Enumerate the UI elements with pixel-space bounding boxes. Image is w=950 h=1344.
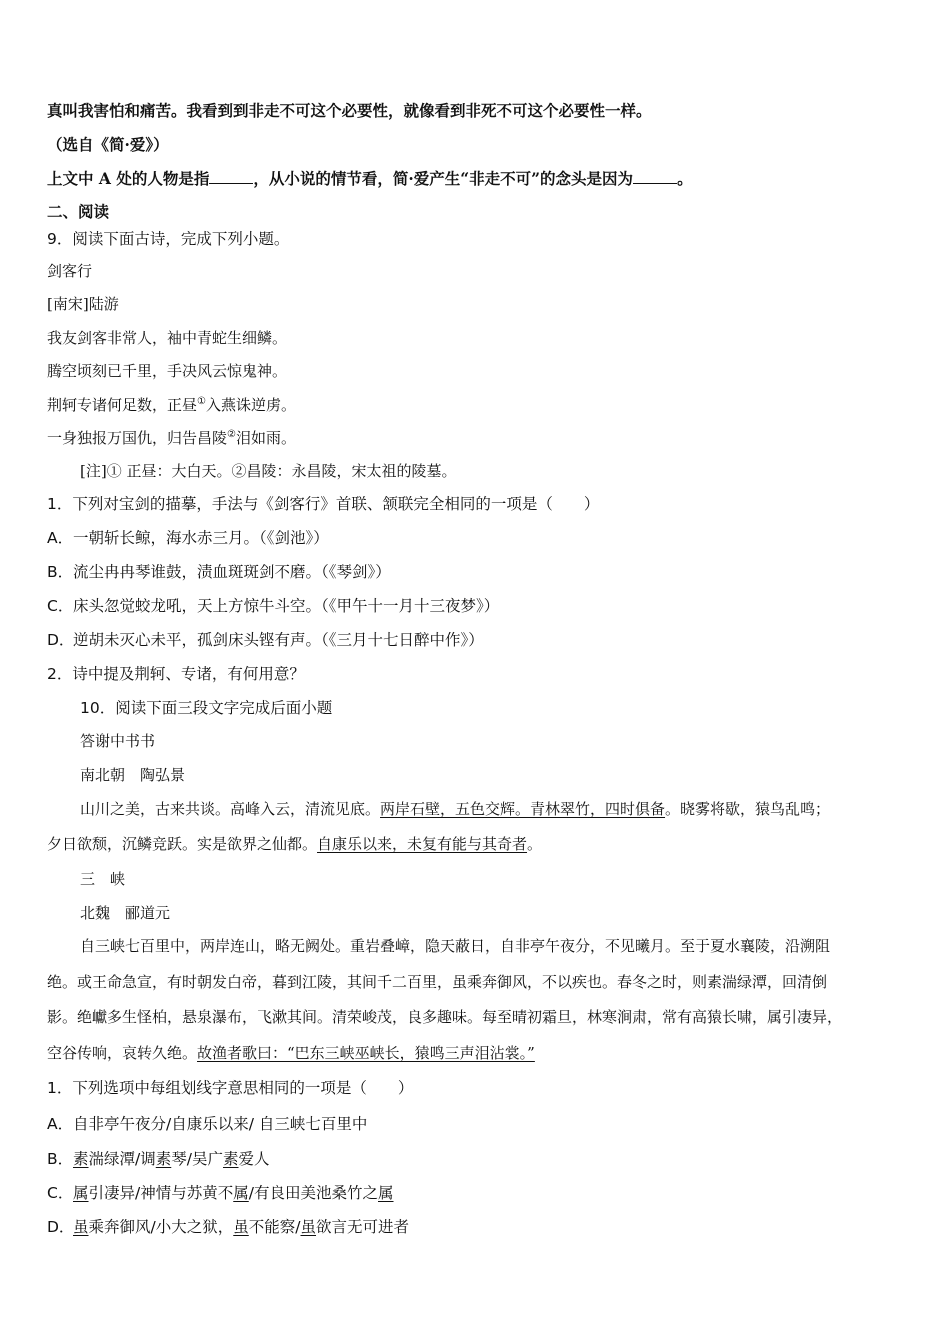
option-c[interactable]: C．床头忽觉蛟龙吼，天上方惊牛斗空。（《甲午十一月十三夜梦》） xyxy=(47,597,500,615)
section-heading: 二、阅读 xyxy=(47,202,110,221)
passage-source: （选自《简·爱》） xyxy=(47,135,169,154)
text1-paragraph: 夕日欲颓，沉鳞竞跃。实是欲界之仙都。自康乐以来，未复有能与其奇者。 xyxy=(47,835,543,853)
option-b[interactable]: B．流尘冉冉琴谁鼓，渍血斑斑剑不磨。（《琴剑》） xyxy=(47,563,391,581)
option-a[interactable]: A．一朝斩长鲸，海水赤三月。（《剑池》） xyxy=(47,529,329,547)
text2-paragraph: 自三峡七百里中，两岸连山，略无阙处。重岩叠嶂，隐天蔽日，自非亭午夜分，不见曦月。至于夏水襄陵，沿溯阻 xyxy=(80,937,831,955)
poem-line: 一身独报万国仇，归告昌陵②泪如雨。 xyxy=(47,429,296,447)
q10-sub-question-1: 1．下列选项中每组划线字意思相同的一项是（ ） xyxy=(47,1079,414,1097)
option-c[interactable]: C．属引凄异/神情与苏黄不属/有良田美池桑竹之属 xyxy=(47,1184,394,1202)
option-d[interactable]: D．逆胡未灭心未平，孤剑床头铿有声。（《三月十七日醉中作》） xyxy=(47,631,484,649)
sub-question-2: 2．诗中提及荆轲、专诸，有何用意？ xyxy=(47,665,305,683)
answer-blank[interactable] xyxy=(633,169,677,184)
text1-author: 南北朝 陶弘景 xyxy=(80,766,186,784)
sub-question-1: 1．下列对宝剑的描摹，手法与《剑客行》首联、颔联完全相同的一项是（ ） xyxy=(47,495,600,513)
question-10-title: 10．阅读下面三段文字完成后面小题 xyxy=(80,699,333,717)
fill-in-question: 上文中 A 处的人物是指 ，从小说的情节看，简·爱产生“非走不可”的念头是因为 。 xyxy=(47,169,693,188)
option-a[interactable]: A．自非亭午夜分/自康乐以来/ 自三峡七百里中 xyxy=(47,1115,368,1133)
poem-author: [南宋]陆游 xyxy=(47,295,119,313)
option-d[interactable]: D．虽乘奔御风/小大之狱，虽不能察/虽欲言无可进者 xyxy=(47,1218,410,1236)
answer-blank[interactable] xyxy=(209,169,253,184)
passage-ending-line: 真叫我害怕和痛苦。我看到到非走不可这个必要性，就像看到非死不可这个必要性一样。 xyxy=(47,101,652,120)
poem-line: 腾空顷刻已千里，手决风云惊鬼神。 xyxy=(47,362,288,380)
option-b[interactable]: B．素湍绿潭/调素琴/吴广素爱人 xyxy=(47,1150,270,1168)
poem-title: 剑客行 xyxy=(47,262,93,280)
text1-paragraph: 山川之美，古来共谈。高峰入云，清流见底。两岸石壁，五色交辉。青林翠竹，四时俱备。晓雾将歇，猿鸟乱鸣； xyxy=(80,800,831,818)
poem-line: 我友剑客非常人，袖中青蛇生细鳞。 xyxy=(47,329,288,347)
text2-paragraph: 影。绝巘多生怪柏，悬泉瀑布，飞漱其间。清荣峻茂，良多趣味。每至晴初霜旦，林寒涧肃，常有高猿长啸，属引凄异， xyxy=(47,1008,843,1026)
poem-line: 荆轲专诸何足数，正昼①入燕诛逆虏。 xyxy=(47,396,296,414)
text1-title: 答谢中书书 xyxy=(80,732,156,750)
text2-author: 北魏 郦道元 xyxy=(80,904,171,922)
text2-paragraph: 绝。或王命急宣，有时朝发白帝，暮到江陵，其间千二百里，虽乘奔御风，不以疾也。春冬之时，则素湍绿潭，回清倒 xyxy=(47,973,828,991)
text2-paragraph: 空谷传响，哀转久绝。故渔者歌曰：“巴东三峡巫峡长，猿鸣三声泪沾裳。” xyxy=(47,1044,535,1062)
poem-note: [注]① 正昼：大白天。②昌陵：永昌陵，宋太祖的陵墓。 xyxy=(80,462,457,480)
text2-title: 三 峡 xyxy=(80,870,126,888)
question-9-title: 9．阅读下面古诗，完成下列小题。 xyxy=(47,230,290,248)
